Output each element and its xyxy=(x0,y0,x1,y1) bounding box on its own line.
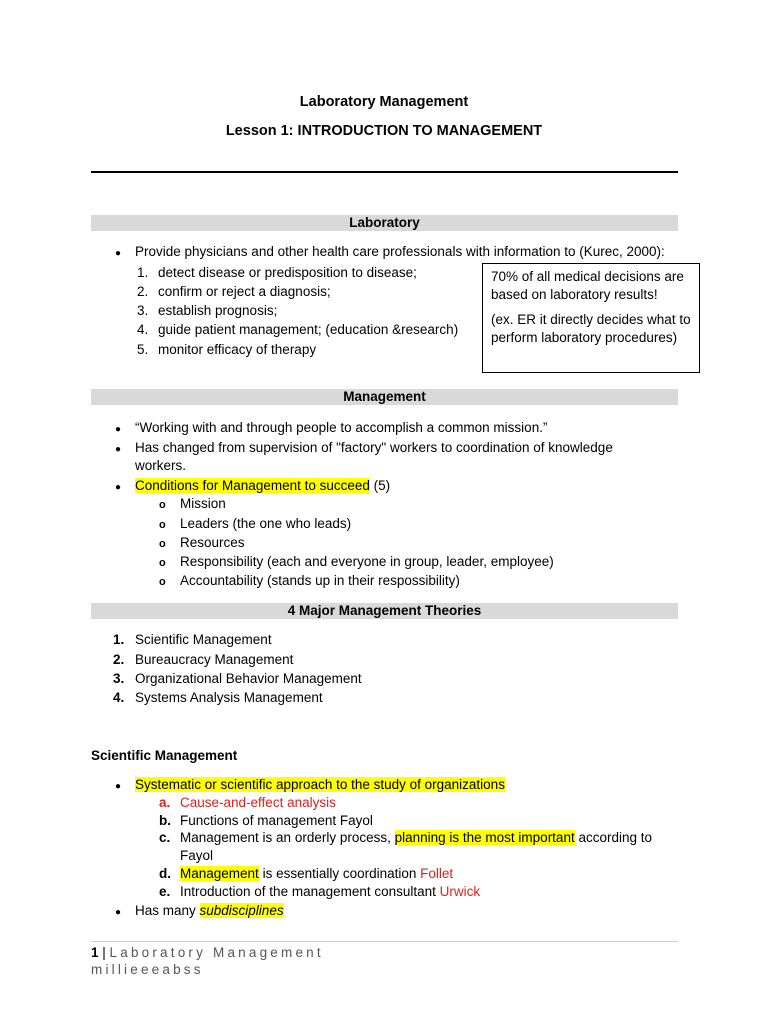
sub-bullet-marker: o xyxy=(159,557,166,569)
subdisciplines-text: Has many xyxy=(135,903,200,918)
list-item: guide patient management; (education &research) xyxy=(158,322,459,337)
subdisciplines-highlight: subdisciplines xyxy=(199,903,284,918)
list-number: 1. xyxy=(137,265,149,280)
footer-rule xyxy=(91,941,678,942)
sub-letter: b. xyxy=(159,813,171,828)
condition-item: Mission xyxy=(180,496,226,511)
sub-letter: d. xyxy=(159,866,171,881)
list-number: 5. xyxy=(137,342,149,357)
condition-item: Leaders (the one who leads) xyxy=(180,516,352,531)
list-number: 1. xyxy=(113,632,125,647)
footer-line xyxy=(91,945,324,960)
condition-item: Responsibility (each and everyone in group, leader, employee) xyxy=(180,554,554,569)
sub-item-b: Functions of management Fayol xyxy=(180,813,373,828)
sub-bullet-marker: o xyxy=(159,538,166,550)
subdisciplines-line xyxy=(135,902,284,920)
urwick-name: Urwick xyxy=(439,884,481,899)
sub-item-d xyxy=(180,865,453,883)
subsection-heading: Scientific Management xyxy=(91,748,238,763)
sub-letter: e. xyxy=(159,884,171,899)
conditions-line xyxy=(135,477,390,495)
sub-bullet-marker: o xyxy=(159,576,166,588)
bullet-dot: ● xyxy=(115,248,122,259)
page-number: 1 xyxy=(91,945,99,960)
management-definition: “Working with and through people to accomplish a common mission.” xyxy=(135,420,548,435)
list-number: 4. xyxy=(113,690,125,705)
list-number: 4. xyxy=(137,322,149,337)
scientific-approach xyxy=(135,776,505,794)
section-heading-laboratory: Laboratory xyxy=(91,215,678,231)
management-change-line1: Has changed from supervision of "factory" workers to coordination of knowledge xyxy=(135,440,613,455)
list-item: monitor efficacy of therapy xyxy=(158,342,317,357)
management-change-line2: workers. xyxy=(135,458,187,473)
section-heading-theories: 4 Major Management Theories xyxy=(91,603,678,619)
sub-item-d-text: is essentially coordination xyxy=(258,866,421,881)
footer-title: Laboratory Management xyxy=(109,945,324,960)
bullet-dot: ● xyxy=(115,482,122,493)
conditions-count: (5) xyxy=(369,478,391,493)
conditions-highlight: Conditions for Management to succeed xyxy=(135,478,370,493)
condition-item: Accountability (stands up in their respossibility) xyxy=(180,573,460,588)
sub-item-c-line2: Fayol xyxy=(180,848,214,863)
bullet-dot: ● xyxy=(115,907,122,918)
sub-bullet-marker: o xyxy=(159,499,166,511)
sub-item-c-text: Management is an orderly process, xyxy=(180,830,395,845)
laboratory-bullet-text: Provide physicians and other health care professionals with information to (Kurec, 2000): xyxy=(135,244,665,259)
list-item: establish prognosis; xyxy=(158,303,278,318)
lesson-title: Lesson 1: INTRODUCTION TO MANAGEMENT xyxy=(225,123,543,139)
management-highlight: Management xyxy=(180,866,259,881)
document-title: Laboratory Management xyxy=(299,94,469,110)
sub-item-e xyxy=(180,883,480,901)
theory-item: Scientific Management xyxy=(135,632,272,647)
condition-item: Resources xyxy=(180,535,245,550)
list-number: 3. xyxy=(113,671,125,686)
bullet-dot: ● xyxy=(115,444,122,455)
theory-item: Organizational Behavior Management xyxy=(135,671,362,686)
sub-letter: a. xyxy=(159,795,171,810)
theory-item: Bureaucracy Management xyxy=(135,652,294,667)
sub-item-c xyxy=(180,829,652,847)
footer-author: millieeeabss xyxy=(91,962,204,977)
sub-item-e-text: Introduction of the management consultant xyxy=(180,884,440,899)
footer-separator: | xyxy=(98,945,110,960)
list-number: 2. xyxy=(113,652,125,667)
bullet-dot: ● xyxy=(115,424,122,435)
planning-highlight: planning is the most important xyxy=(394,830,575,845)
callout-note: (ex. ER it directly decides what to perform laboratory procedures) xyxy=(491,312,691,345)
callout-text: 70% of all medical decisions are based on laboratory results! xyxy=(491,269,684,302)
sub-letter: c. xyxy=(159,830,171,845)
list-number: 2. xyxy=(137,284,149,299)
approach-highlight: Systematic or scientific approach to the study of organizations xyxy=(135,777,505,792)
list-item: detect disease or predisposition to disease; xyxy=(158,265,417,280)
header-rule xyxy=(91,171,678,173)
follet-name: Follet xyxy=(420,866,454,881)
list-number: 3. xyxy=(137,303,149,318)
bullet-dot: ● xyxy=(115,781,122,792)
sub-item-a: Cause-and-effect analysis xyxy=(180,795,336,810)
section-heading-management: Management xyxy=(91,389,678,405)
callout-box xyxy=(482,263,700,373)
list-item: confirm or reject a diagnosis; xyxy=(158,284,331,299)
sub-bullet-marker: o xyxy=(159,519,166,531)
sub-item-c-end: according to xyxy=(574,830,653,845)
theory-item: Systems Analysis Management xyxy=(135,690,323,705)
